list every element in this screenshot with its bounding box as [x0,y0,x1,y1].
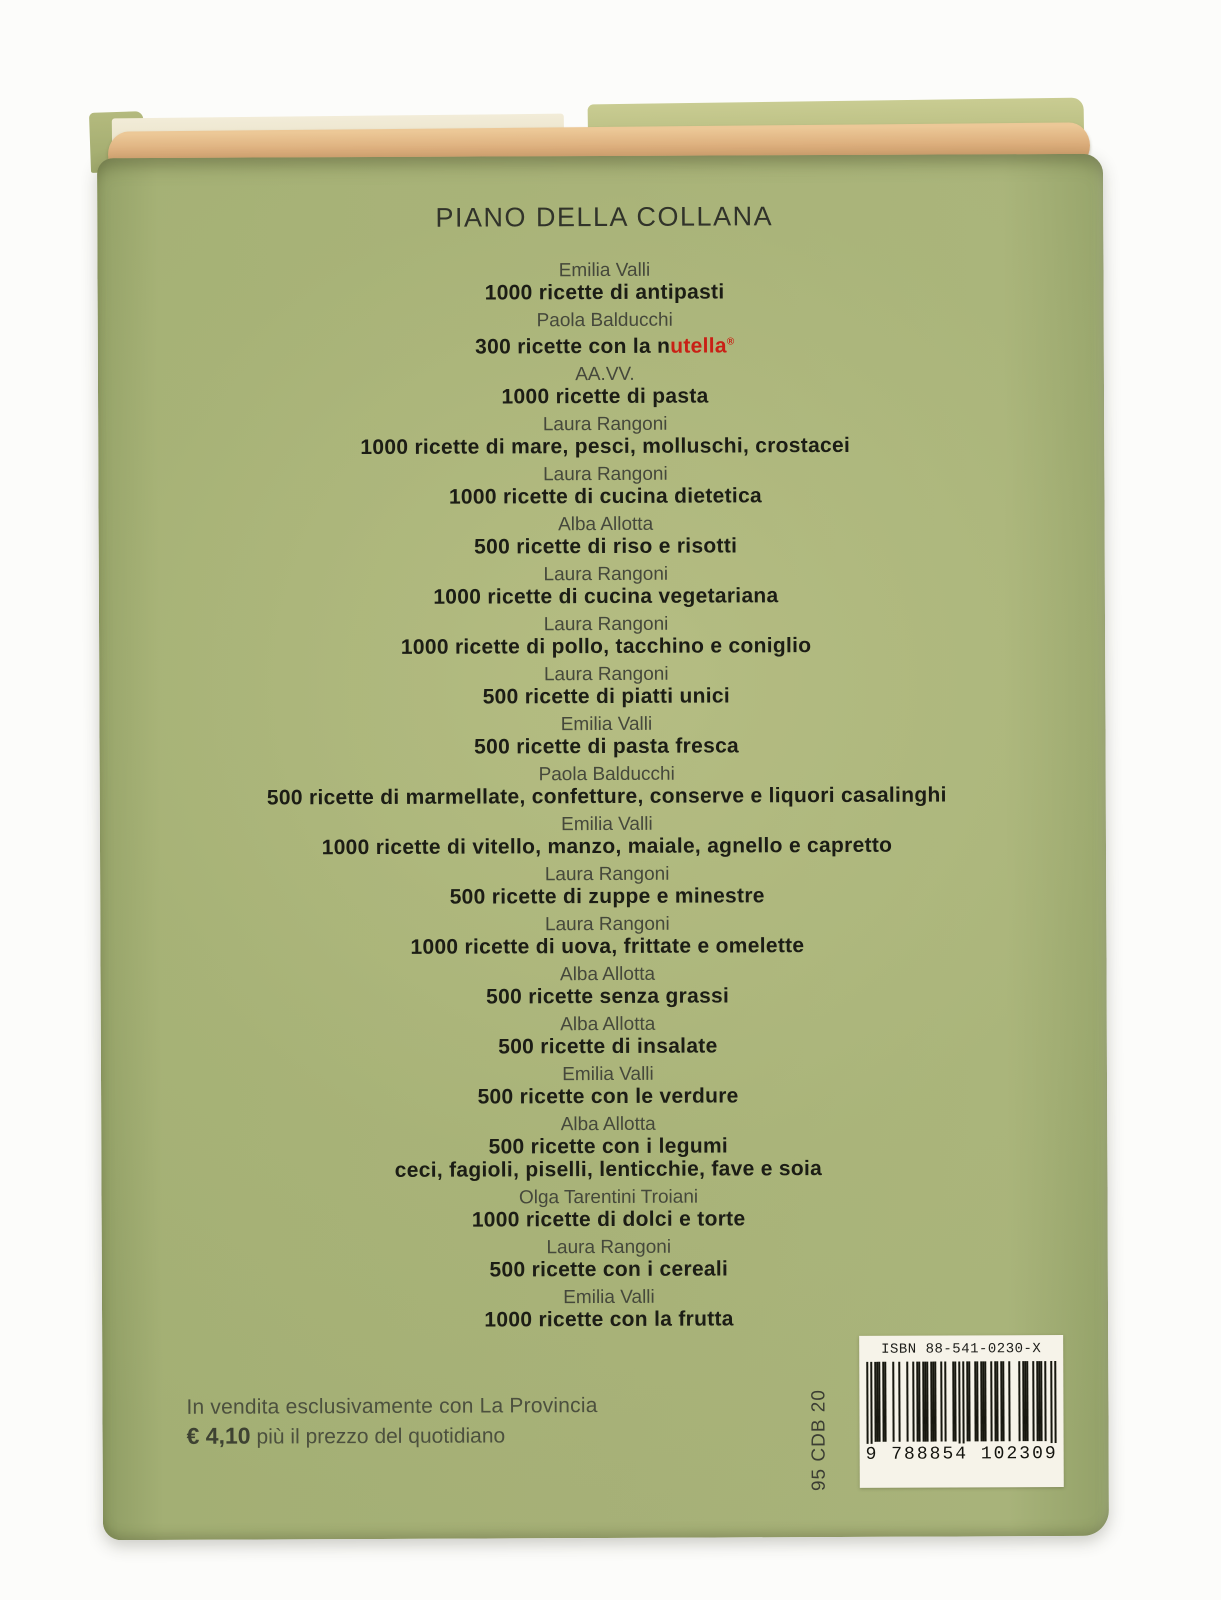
series-entry [158,962,1058,1010]
series-entry [156,712,1056,760]
book-back-cover [97,154,1109,1540]
book-title-text: 500 ricette con i cereali [489,1257,729,1282]
barcode-bar [1054,1361,1056,1449]
footer-price-note [186,1419,597,1453]
author-name: Laura Rangoni [543,563,669,586]
book-title-text: 1000 ricette con la frutta [484,1307,734,1332]
barcode-label [859,1335,1064,1488]
series-entry [158,1185,1058,1233]
author-name: Laura Rangoni [544,913,670,936]
author-name: Laura Rangoni [543,463,668,486]
series-entry [154,258,1054,306]
book-title-text: 1000 ricette di cucina vegetariana [433,584,779,609]
nutella-brand-text: utella [670,334,727,358]
book-title-text: 1000 ricette di mare, pesci, molluschi, crostacei [360,433,851,460]
series-entry [157,812,1057,860]
book-title-text: 500 ricette di zuppe e minestre [449,884,765,909]
book-title-text: 500 ricette senza grassi [486,984,730,1009]
book-title-text: 1000 ricette di pasta [501,384,709,409]
author-name: Laura Rangoni [542,413,668,436]
book-title-text: 500 ricette con le verdure [477,1084,739,1109]
book-title-text: 1000 ricette di vitello, manzo, maiale, agnello e capretto [321,833,893,860]
series-entry [155,308,1055,360]
series-entry [159,1235,1059,1283]
author-name: Olga Tarentini Troiani [518,1186,699,1209]
book-title-text: 300 ricette con la nutella® [475,334,735,359]
book-title-text: 500 ricette di insalate [498,1034,718,1059]
print-code: 95 CDB 20 [808,1389,830,1492]
footer-sale-note: In vendita esclusivamente con La Provincia [186,1394,598,1419]
price-text: € 4,10 [186,1422,251,1449]
book-title-text: 1000 ricette di uova, frittate e omelette [410,934,805,959]
series-entry [155,362,1055,410]
author-name: Alba Allotta [560,1113,656,1136]
author-name: Laura Rangoni [543,663,669,686]
author-name: Laura Rangoni [544,863,670,886]
author-name: Laura Rangoni [546,1236,672,1259]
series-entry [159,1285,1059,1333]
book-title-text: 500 ricette di piatti unici [482,684,731,709]
series-entry [157,762,1057,810]
author-name: Emilia Valli [563,1286,655,1309]
author-name: Alba Allotta [558,513,654,536]
book-subtitle-text: ceci, fagioli, piselli, lenticchie, fave e soia [394,1157,823,1182]
footer-note [186,1393,597,1453]
book-title-text: 500 ricette con i legumi [488,1134,729,1159]
isbn-text: ISBN 88-541-0230-X [881,1341,1042,1358]
series-entry [157,912,1057,960]
series-entry [158,1012,1058,1060]
author-name: Emilia Valli [561,813,653,836]
book-title-text: 1000 ricette di pollo, tacchino e coniglio [400,634,812,659]
book-title-text: 500 ricette di marmellate, confetture, conserve e liquori casalinghi [266,783,947,810]
author-name: Alba Allotta [560,1013,656,1036]
book-title-text: 500 ricette di pasta fresca [474,734,740,759]
author-name: Emilia Valli [560,713,653,736]
series-entry [155,462,1055,510]
series-entry [156,662,1056,710]
author-name: Laura Rangoni [543,613,669,636]
series-entry [157,862,1057,910]
barcode-icon [866,1361,1056,1450]
series-entry [155,412,1055,460]
author-name: Paola Balducchi [538,763,675,786]
book-title-text: 500 ricette di riso e risotti [474,534,738,559]
series-entry [156,512,1056,560]
series-entry [158,1112,1058,1183]
author-name: Alba Allotta [559,963,656,986]
author-name: Emilia Valli [562,1063,654,1086]
collection-title: PIANO DELLA COLLANA [435,201,774,233]
barcode-number: 9 788854 102309 [864,1443,1060,1466]
price-suffix-text: più il prezzo del quotidiano [256,1424,506,1449]
author-name: Emilia Valli [558,259,651,282]
series-list [154,258,1059,1333]
author-name: Paola Balducchi [536,309,673,332]
series-entry [156,612,1056,660]
series-entry [158,1062,1058,1110]
series-entry [156,562,1056,610]
book-title-text: 1000 ricette di antipasti [484,280,725,305]
author-name: AA.VV. [575,363,635,386]
series-plan [154,200,1059,1333]
book-title-text: 1000 ricette di dolci e torte [471,1207,746,1232]
book-title-text: 1000 ricette di cucina dietetica [448,484,763,509]
